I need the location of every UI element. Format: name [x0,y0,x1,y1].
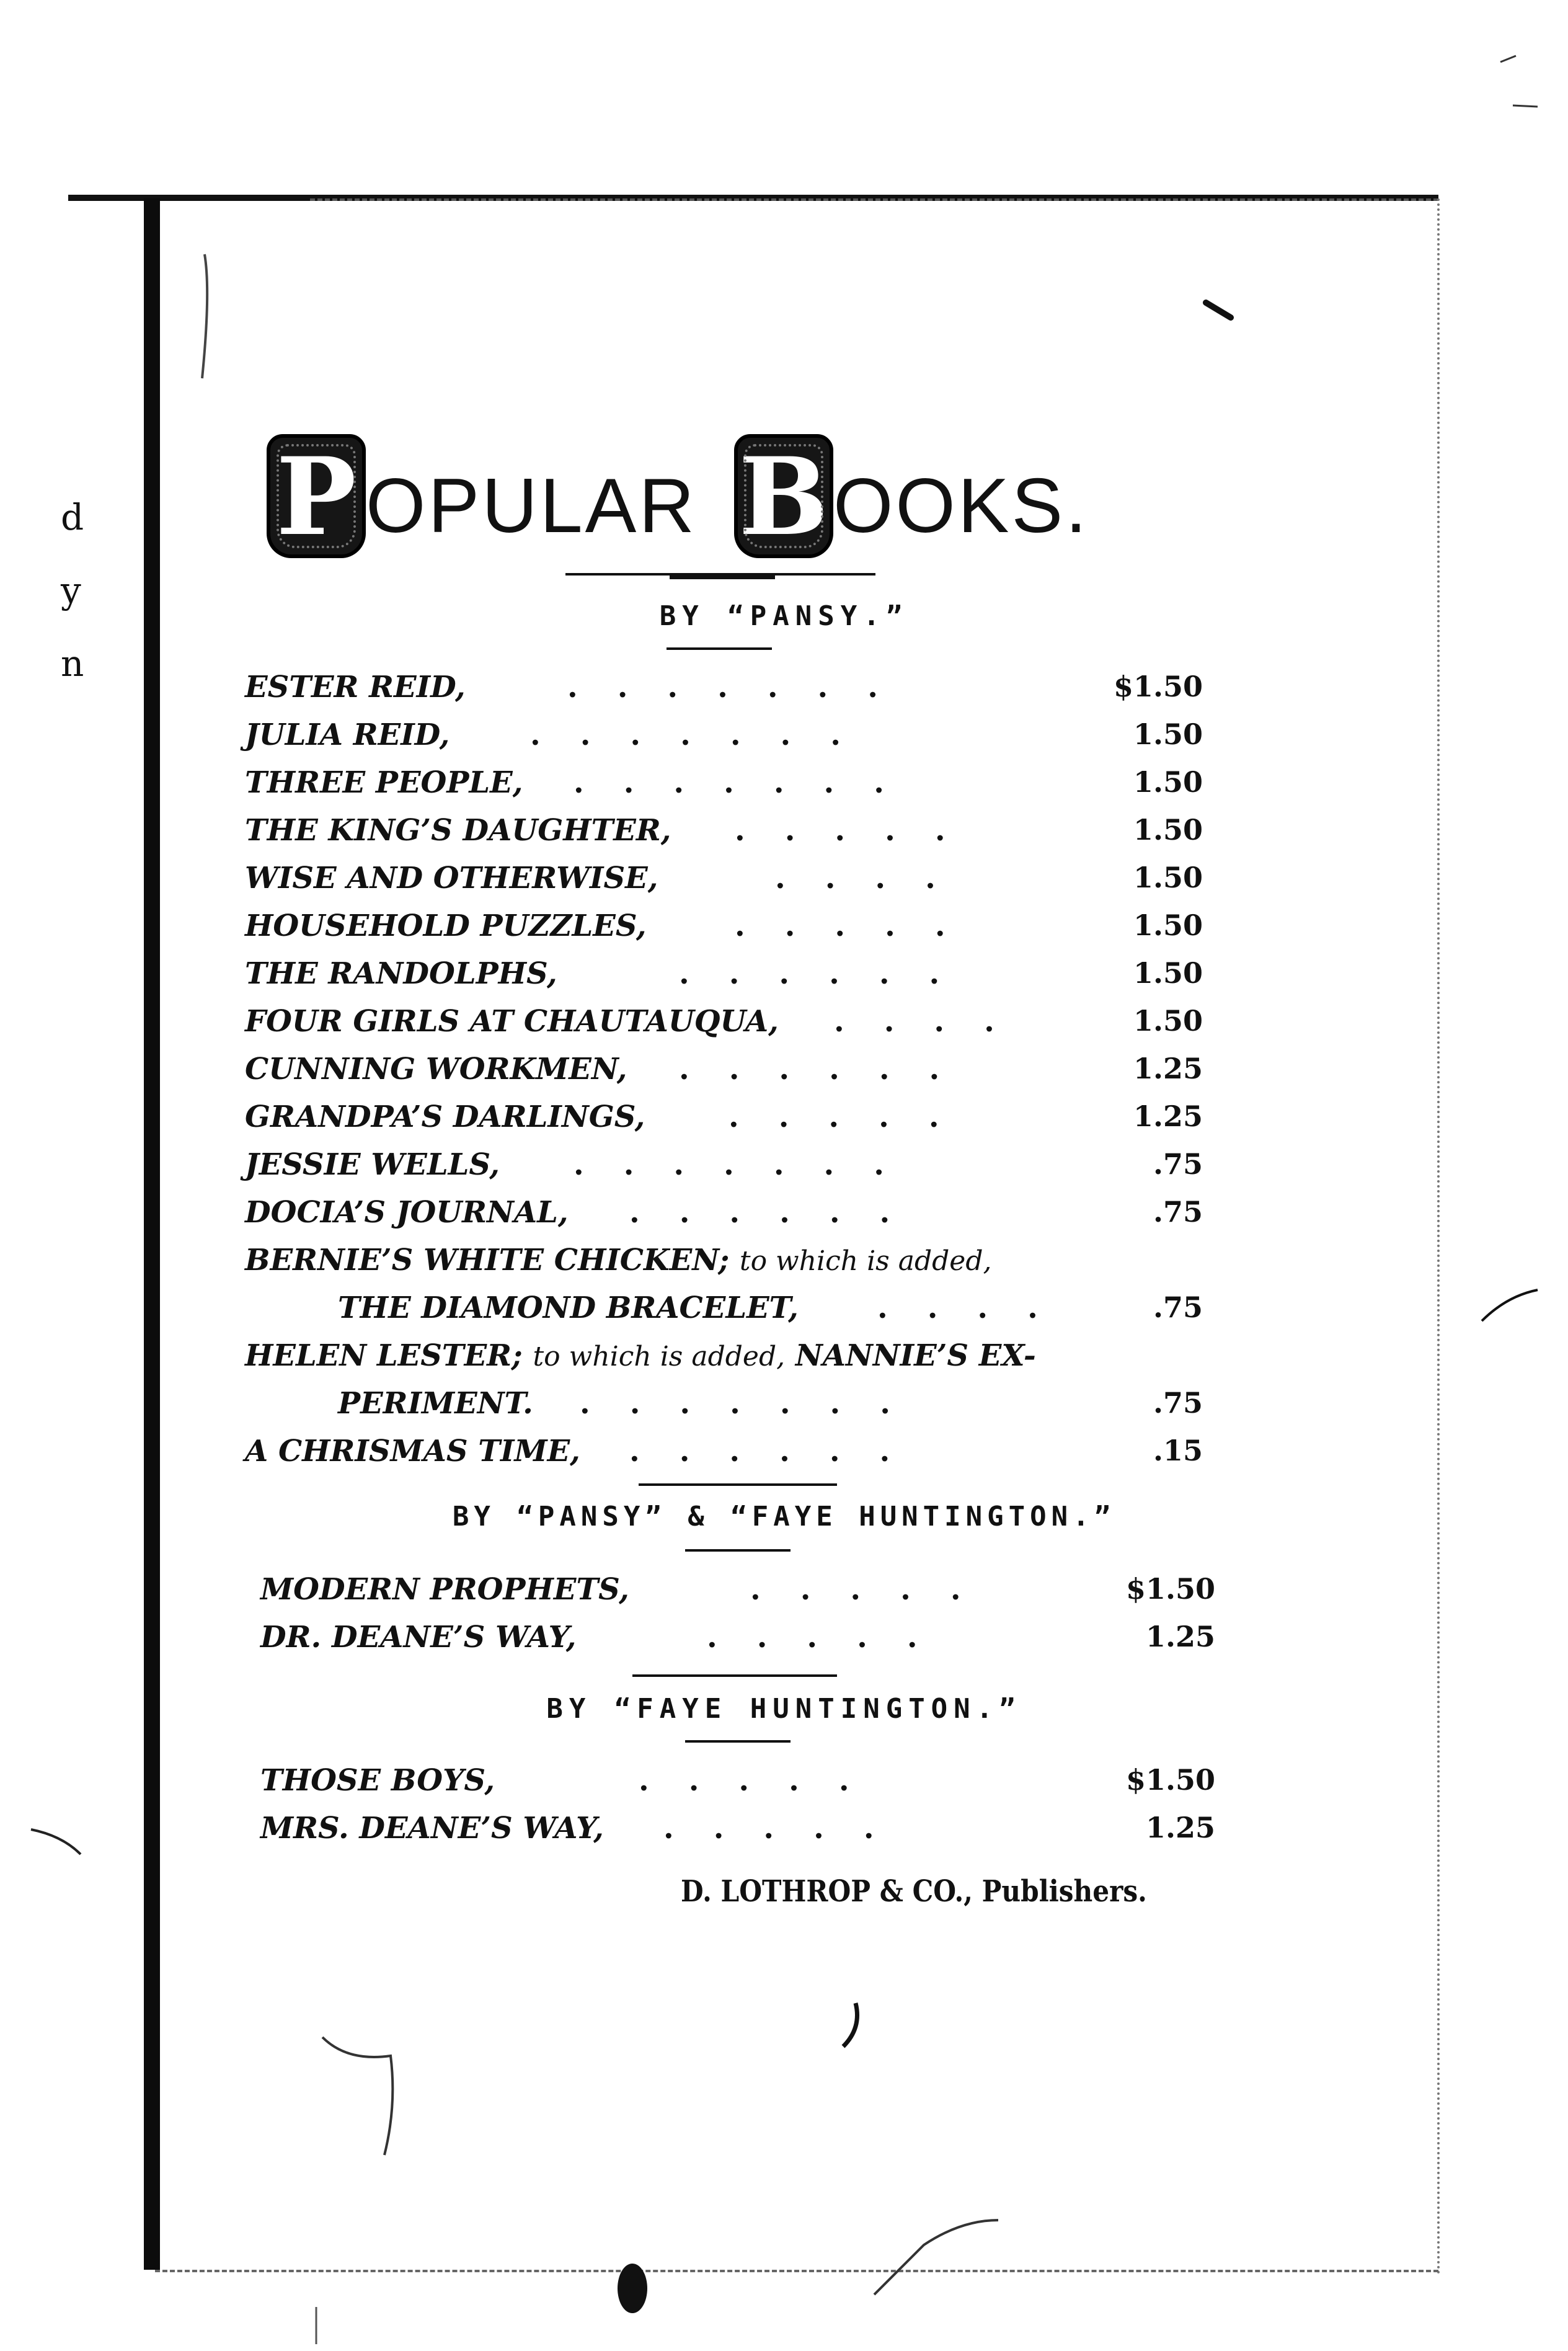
leader-dots: ....... [530,718,880,752]
ink-speck [31,1829,81,1854]
leader-dots: ...... [629,1195,930,1230]
ink-speck [874,2220,998,2295]
section-heading-faye: BY “FAYE HUNTINGTON.” [546,1693,1022,1725]
ink-speck [1513,105,1538,107]
title-word-popular: OPULAR [366,463,697,549]
book-title: GRANDPA’S DARLINGS, [245,1100,645,1134]
leader-dots: .... [834,1004,1034,1039]
margin-fragment: d [61,496,84,538]
book-price: .75 [1153,1195,1203,1229]
book-price: 1.25 [1133,1100,1203,1133]
margin-fragment: n [61,642,84,685]
book-title: MODERN PROPHETS, [260,1572,629,1607]
book-price: 1.50 [1133,861,1203,894]
book-title: WISE AND OTHERWISE, [245,861,658,896]
book-note: to which is added, [739,1245,992,1277]
book-price: 1.50 [1133,718,1203,751]
leader-dots: ...... [629,1434,930,1469]
book-price: 1.25 [1145,1811,1215,1844]
book-price: $1.50 [1125,1763,1215,1797]
leader-dots: ..... [729,1100,979,1134]
book-title: JESSIE WELLS, [245,1147,500,1182]
book-price: .75 [1153,1386,1203,1420]
book-title: ESTER REID, [245,670,466,704]
leader-dots: ....... [580,1386,930,1421]
book-note: to which is added, [533,1341,786,1372]
book-price: .75 [1153,1291,1203,1324]
title-word-books: OOKS. [833,463,1089,549]
leader-dots: ....... [574,765,924,800]
book-title: THE KING’S DAUGHTER, [245,813,671,848]
book-price: 1.50 [1133,909,1203,942]
section-heading-pansy: BY “PANSY.” [659,600,909,632]
margin-fragment: y [61,569,81,611]
leader-dots: ..... [735,813,985,848]
leader-dots: .... [775,861,975,896]
leader-dots: ..... [707,1620,957,1655]
book-price: $1.50 [1125,1572,1215,1606]
book-price: 1.50 [1133,813,1203,847]
ink-speck [202,254,207,378]
ink-speck [843,2003,857,2047]
leader-dots: ..... [735,909,985,943]
book-title: FOUR GIRLS AT CHAUTAUQUA, [245,1004,779,1039]
book-title: DR. DEANE’S WAY, [260,1620,577,1655]
leader-dots: ...... [679,956,980,991]
leader-dots: .... [877,1291,1078,1325]
ink-blot [618,2264,647,2313]
leader-dots: ..... [750,1572,1001,1607]
book-title: THOSE BOYS, [260,1763,495,1798]
book-price: 1.25 [1145,1620,1215,1653]
book-title: THREE PEOPLE, [245,765,523,800]
book-title: THE RANDOLPHS, [245,956,557,991]
leader-dots: ....... [574,1147,924,1182]
book-title: A CHRISMAS TIME, [245,1434,580,1469]
book-title: CUNNING WORKMEN, [245,1052,627,1087]
book-title-continuation: PERIMENT. [338,1386,533,1421]
ink-speck [1500,56,1516,62]
book-price: .15 [1153,1434,1203,1467]
leader-dots: ..... [639,1763,889,1798]
book-title: BERNIE’S WHITE CHICKEN; to which is added, [245,1243,992,1278]
book-title: HOUSEHOLD PUZZLES, [245,909,647,943]
book-title: JULIA REID, [245,718,450,752]
ornate-dropcap-p: P [267,434,366,558]
book-title-continuation: THE DIAMOND BRACELET, [338,1291,799,1325]
book-title: HELEN LESTER; to which is added, NANNIE’S EX- [245,1338,1036,1373]
book-price: 1.25 [1133,1052,1203,1085]
section-heading-pansy-faye: BY “PANSY” & “FAYE HUNTINGTON.” [452,1501,1116,1532]
book-price: $1.50 [1113,670,1203,703]
leader-dots: ...... [679,1052,980,1087]
ink-speck [1482,1290,1538,1321]
publisher-imprint: D. LOTHROP & CO., Publishers. [681,1874,1147,1909]
book-title: MRS. DEANE’S WAY, [260,1811,604,1846]
book-price: 1.50 [1133,765,1203,799]
ink-speck [322,2037,392,2155]
ornate-dropcap-b: B [734,434,833,558]
leader-dots: ....... [567,670,918,704]
ink-speck [1206,303,1231,318]
book-price: 1.50 [1133,956,1203,990]
book-title: DOCIA’S JOURNAL, [245,1195,569,1230]
book-price: .75 [1153,1147,1203,1181]
book-price: 1.50 [1133,1004,1203,1038]
leader-dots: ..... [663,1811,914,1846]
